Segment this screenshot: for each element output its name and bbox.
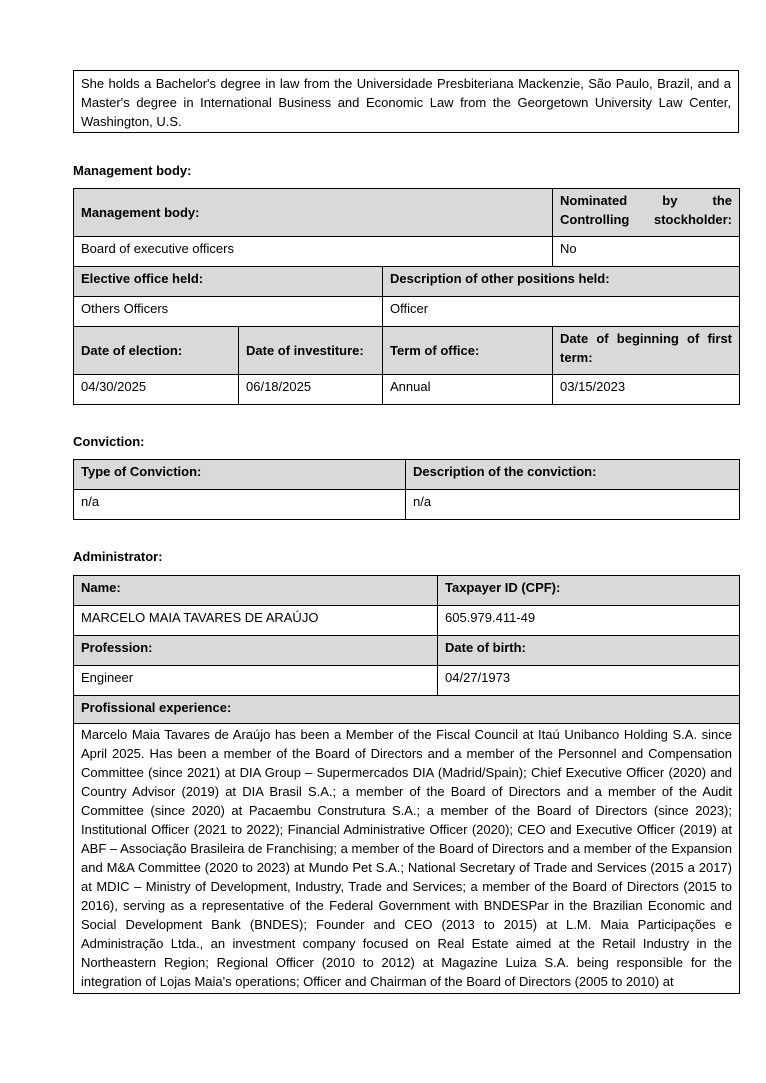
profession-header: Profession:	[74, 636, 438, 666]
management-section-title: Management body:	[73, 163, 192, 178]
investiture-date-header: Date of investiture:	[239, 327, 383, 375]
election-date-header: Date of election:	[74, 327, 239, 375]
administrator-section-title: Administrator:	[73, 549, 163, 564]
election-date-value: 04/30/2025	[74, 375, 239, 405]
cpf-header: Taxpayer ID (CPF):	[438, 576, 740, 606]
birth-date-value: 04/27/1973	[438, 666, 740, 696]
elective-office-value: Others Officers	[74, 297, 383, 327]
first-term-date-header: Date of beginning of first term:	[553, 327, 740, 375]
management-table	[73, 188, 740, 405]
education-text: She holds a Bachelor's degree in law from the Universidade Presbiteriana Mackenzie, São Paulo, Brazil, and a Master's degree in International Business and Economic Law from the Georgetown University Law Center, Washington, U.S.	[81, 76, 731, 129]
other-positions-value: Officer	[383, 297, 740, 327]
administrator-table	[73, 575, 740, 994]
experience-text: Marcelo Maia Tavares de Araújo has been a Member of the Fiscal Council at Itaú Unibanco Holding S.A. since April 2025. Has been a member of the Board of Directors and a member of the Personnel and Compensation Committee (since 2021) at DIA Group – Supermercados DIA (Madrid/Spain); Chief Executive Officer (2020) and Country Advisor (2019) at DIA Brasil S.A.; a member of the Board of Directors and a member of the Audit Committee (since 2020) at Pacaembu Construtura S.A.; a member of the Board of Directors (since 2023); Institutional Officer (2021 to 2022); Financial Administrative Officer (2020); CEO and Executive Officer (2019) at ABF – Associação Brasileira de Franchising; a member of the Board of Directors and a member of the Expansion and M&A Committee (2020 to 2023) at Mundo Pet S.A.; National Secretary of Trade and Services (2015 a 2017) at MDIC – Ministry of Development, Industry, Trade and Services; a member of the Board of Directors (2015 to 2016), serving as a representative of the Federal Government with BNDESPar in the Brazilian Economic and Social Development Bank (BNDES); Founder and CEO (2013 to 2015) at L.M. Maia Participações e Administração Ltda., an investment company focused on Real Estate aimed at the Retail Industry in the Northeastern Region; Regional Officer (2010 to 2012) at Magazine Luiza S.A. being responsible for the integration of Lojas Maia's operations; Officer and Chairman of the Board of Directors (2005 to 2010) at	[74, 724, 740, 994]
conviction-description-header: Description of the conviction:	[406, 460, 740, 490]
conviction-section-title: Conviction:	[73, 434, 145, 449]
elective-office-header: Elective office held:	[74, 267, 383, 297]
term-of-office-value: Annual	[383, 375, 553, 405]
first-term-date-value: 03/15/2023	[553, 375, 740, 405]
investiture-date-value: 06/18/2025	[239, 375, 383, 405]
management-body-header: Management body:	[74, 189, 553, 237]
name-header: Name:	[74, 576, 438, 606]
conviction-table	[73, 459, 740, 520]
birth-date-header: Date of birth:	[438, 636, 740, 666]
nominated-header: Nominated by the Controlling stockholder:	[553, 189, 740, 237]
profession-value: Engineer	[74, 666, 438, 696]
conviction-type-header: Type of Conviction:	[74, 460, 406, 490]
experience-header: Profissional experience:	[74, 696, 740, 724]
conviction-type-value: n/a	[74, 490, 406, 520]
conviction-description-value: n/a	[406, 490, 740, 520]
name-value: MARCELO MAIA TAVARES DE ARAÚJO	[74, 606, 438, 636]
education-box	[73, 70, 739, 133]
document-page	[73, 70, 739, 994]
cpf-value: 605.979.411-49	[438, 606, 740, 636]
term-of-office-header: Term of office:	[383, 327, 553, 375]
other-positions-header: Description of other positions held:	[383, 267, 740, 297]
nominated-value: No	[553, 237, 740, 267]
management-body-value: Board of executive officers	[74, 237, 553, 267]
